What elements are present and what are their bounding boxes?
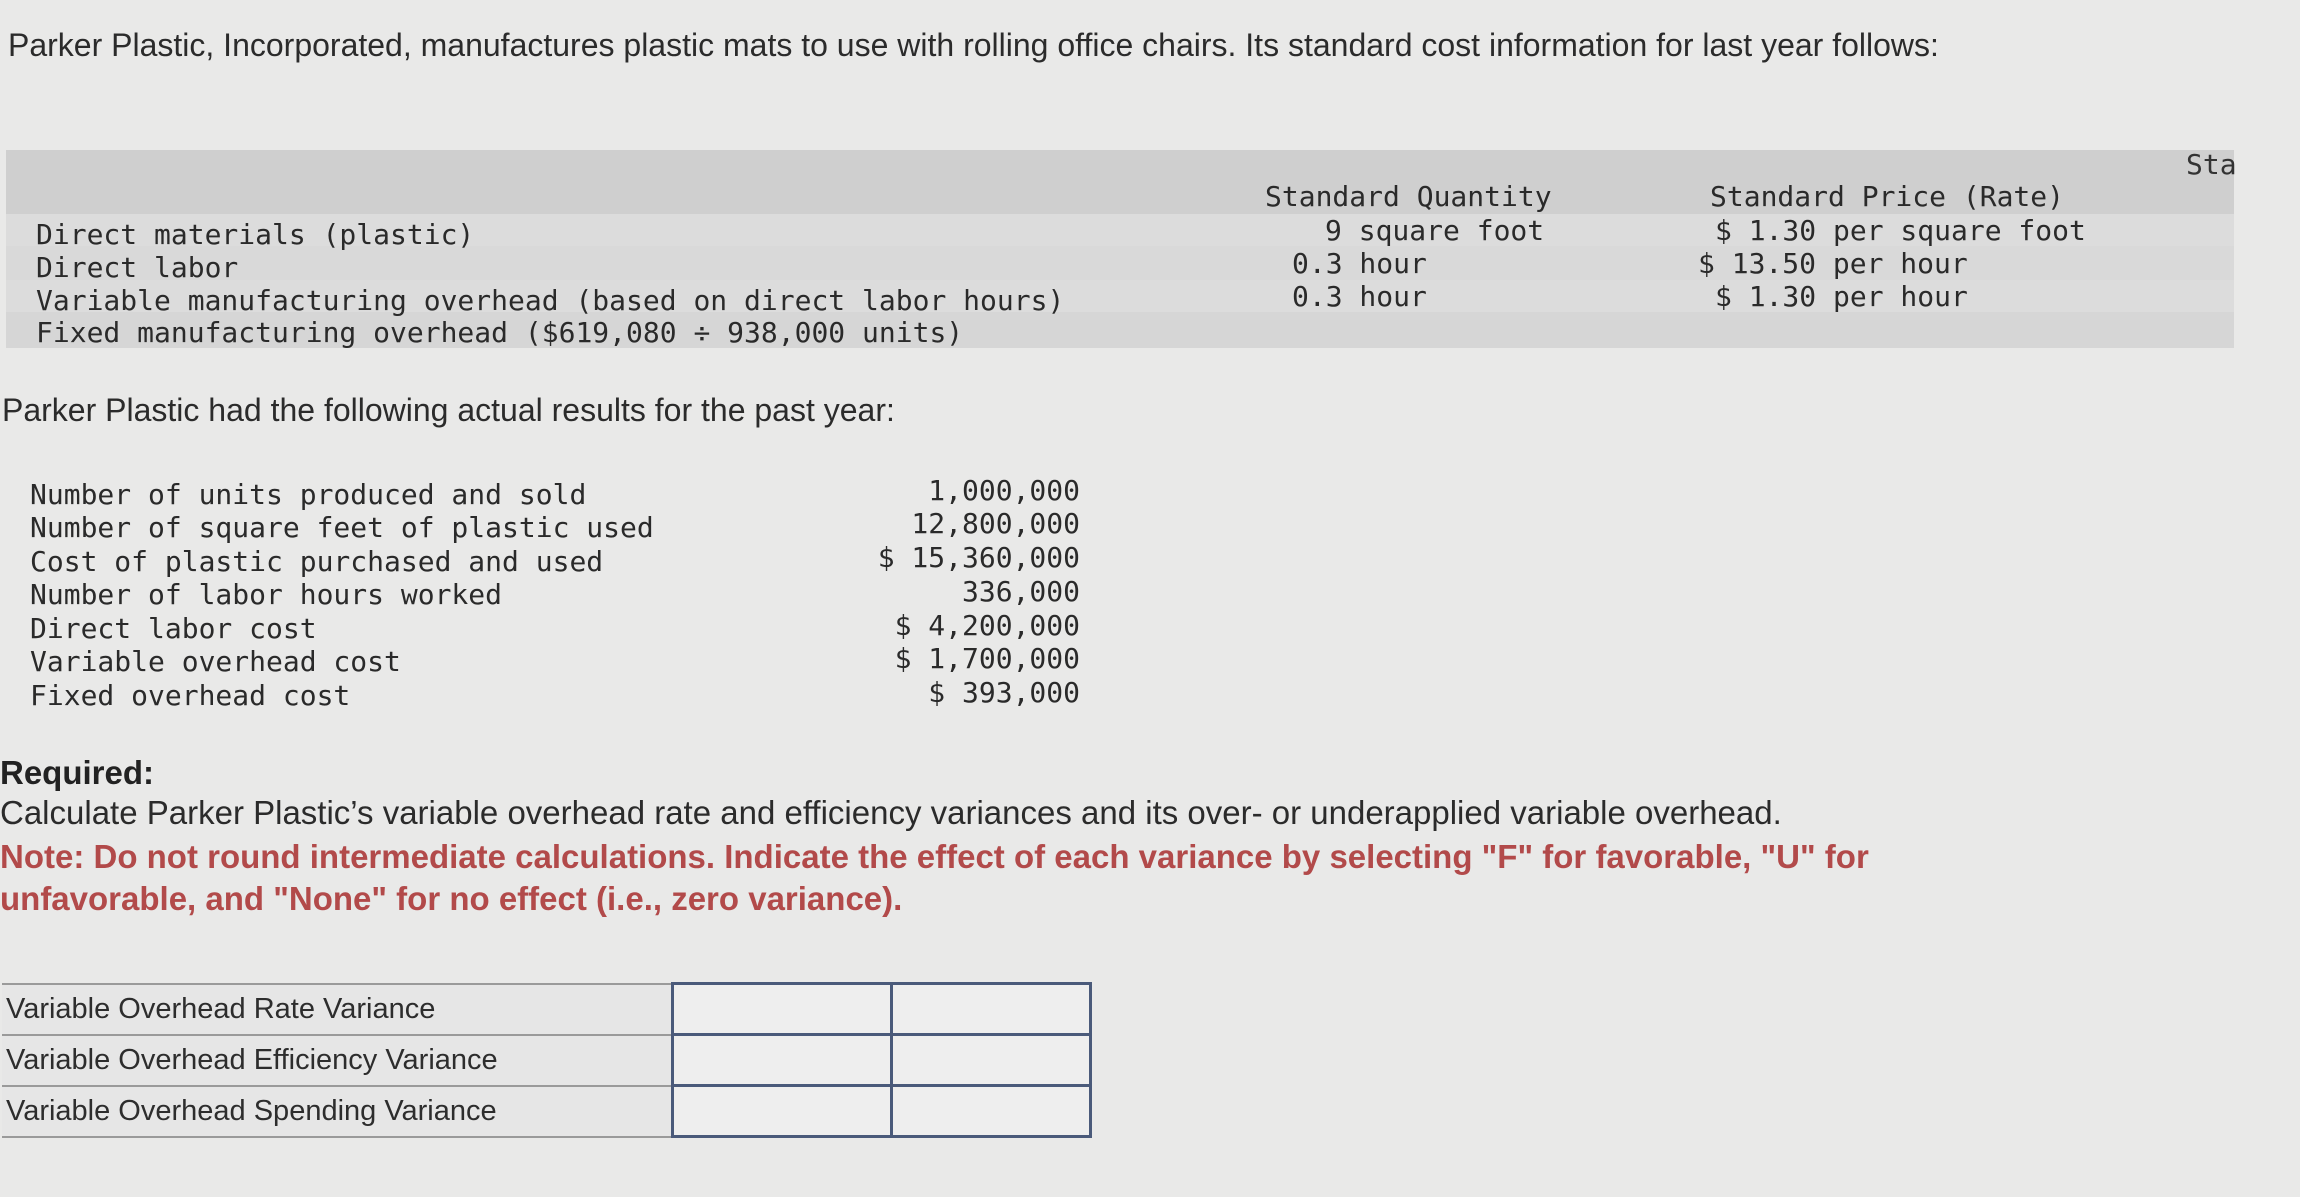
standard-price-direct-materials: $ 1.30 per square foot [1715,214,2086,247]
standard-qty-variable-overhead: 0.3 hour [1292,280,1427,313]
standard-label-direct-materials: Direct materials (plastic) [36,218,475,251]
efficiency-variance-amount-input[interactable] [673,1035,892,1086]
rate-variance-effect-select[interactable] [892,984,1091,1035]
actual-value-units: 1,000,000 [928,474,1080,507]
spending-variance-amount-input[interactable] [673,1086,892,1137]
row-label-rate-variance: Variable Overhead Rate Variance [2,984,673,1035]
standard-qty-direct-materials: 9 square foot [1325,214,1545,247]
actual-label-plastic-cost: Cost of plastic purchased and used [30,545,604,578]
problem-intro: Parker Plastic, Incorporated, manufactures plastic mats to use with rolling office chairs. Its standard cost information for last year follows: [8,27,1939,63]
actual-label-square-feet: Number of square feet of plastic used [30,511,654,544]
rate-variance-amount-input[interactable] [673,984,892,1035]
header-standard-price: Standard Price (Rate) [1710,180,2065,213]
table-row [2,1035,1091,1086]
actual-value-labor-cost: $ 4,200,000 [894,609,1080,642]
actual-label-variable-overhead: Variable overhead cost [30,645,401,678]
actual-label-units: Number of units produced and sold [30,478,587,511]
actual-value-variable-overhead: $ 1,700,000 [894,642,1080,675]
table-row [2,984,1091,1035]
actual-label-labor-hours: Number of labor hours worked [30,578,503,611]
actual-value-square-feet: 12,800,000 [911,507,1080,540]
standard-label-direct-labor: Direct labor [36,251,239,284]
required-heading: Required: [0,754,155,791]
actual-label-fixed-overhead: Fixed overhead cost [30,679,351,712]
standard-price-direct-labor: $ 13.50 per hour [1698,247,1968,280]
actual-value-plastic-cost: $ 15,360,000 [877,541,1080,574]
actual-label-labor-cost: Direct labor cost [30,612,317,645]
efficiency-variance-effect-select[interactable] [892,1035,1091,1086]
standard-price-variable-overhead: $ 1.30 per hour [1715,280,1968,313]
actual-value-fixed-overhead: $ 393,000 [928,676,1080,709]
table-row [2,1086,1091,1137]
actual-results-intro: Parker Plastic had the following actual results for the past year: [2,392,895,428]
required-instructions: Calculate Parker Plastic’s variable overhead rate and efficiency variances and its over- or underapplied variable overhead. [0,794,1782,831]
spending-variance-effect-select[interactable] [892,1086,1091,1137]
header-standard-quantity: Standard Quantity [1265,180,1552,213]
standard-label-fixed-overhead: Fixed manufacturing overhead ($619,080 ÷ 938,000 units) [36,316,964,349]
row-label-spending-variance: Variable Overhead Spending Variance [2,1086,673,1137]
standard-label-variable-overhead: Variable manufacturing overhead (based on direct labor hours) [36,284,1065,317]
row-label-efficiency-variance: Variable Overhead Efficiency Variance [2,1035,673,1086]
header-cutoff-text: Sta [2186,148,2237,181]
standard-qty-direct-labor: 0.3 hour [1292,247,1427,280]
actual-value-labor-hours: 336,000 [961,575,1080,608]
required-note: Note: Do not round intermediate calculations. Indicate the effect of each variance by selecting "F" for favorable, "U" for unfavorable, and "None" for no effect (i.e., zero variance). [0,838,1869,917]
variance-answer-table [2,982,1092,1138]
